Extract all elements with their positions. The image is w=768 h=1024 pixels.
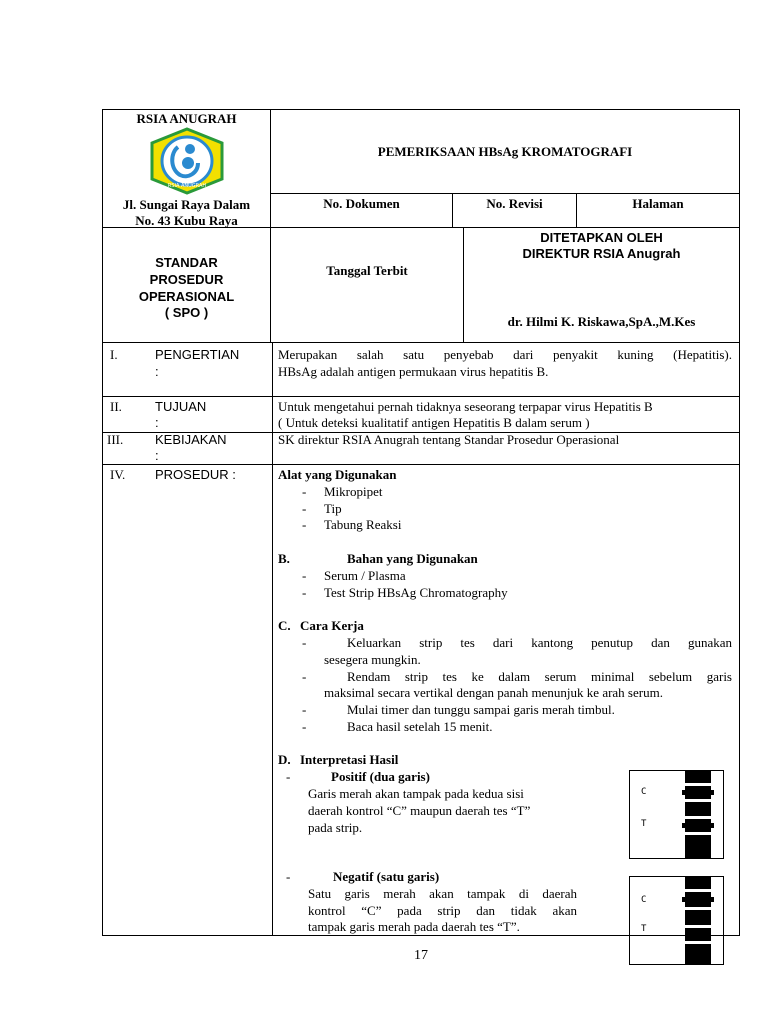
cara-step-1a: Keluarkan strip tes dari kantong penutup dan gunakan <box>347 635 732 650</box>
bahan-item-2: Test Strip HBsAg Chromatography <box>324 585 508 600</box>
cara-dash-1: - <box>302 635 307 650</box>
address-line-1: Jl. Sungai Raya Dalam <box>122 197 251 212</box>
positif-test-line <box>682 823 714 828</box>
no-dokumen-label: No. Dokumen <box>323 196 400 211</box>
page-number: 17 <box>414 948 428 963</box>
negatif-text-3: tampak garis merah pada daerah tes “T”. <box>308 919 520 934</box>
positif-text-3: pada strip. <box>308 820 363 835</box>
section-2-colon: : <box>155 415 159 430</box>
cara-dash-3: - <box>302 702 307 717</box>
bahan-dash-2: - <box>302 585 307 600</box>
positif-strip-diagram <box>629 770 724 859</box>
bahan-letter: B. <box>278 551 290 566</box>
ditetapkan-line-1: DITETAPKAN OLEH <box>540 230 663 245</box>
section-4-number: IV. <box>110 467 126 482</box>
section-2-text-1: Untuk mengetahui pernah tidaknya seseorang terpapar virus Hepatitis B <box>278 399 653 414</box>
section-3-number: III. <box>107 432 124 447</box>
interp-letter: D. <box>278 752 291 767</box>
halaman-label: Halaman <box>632 196 684 211</box>
hospital-name: RSIA ANUGRAH <box>136 111 237 126</box>
section-4-label: PROSEDUR : <box>155 467 236 482</box>
spo-line-4: ( SPO ) <box>164 305 209 320</box>
alat-dash-3: - <box>302 517 307 532</box>
negatif-text-2: kontrol “C” pada strip dan tidak akan <box>308 903 577 918</box>
alat-item-1: Mikropipet <box>324 484 383 499</box>
positif-title: Positif (dua garis) <box>331 769 430 784</box>
spo-line-1: STANDAR <box>155 255 218 270</box>
spo-line-2: PROSEDUR <box>149 272 224 287</box>
negatif-text-1: Satu garis merah akan tampak di daerah <box>308 886 577 901</box>
negatif-dash: - <box>286 869 291 884</box>
spo-line-3: OPERASIONAL <box>138 289 235 304</box>
cara-dash-4: - <box>302 719 307 734</box>
hospital-logo <box>148 127 226 195</box>
cara-step-2b: maksimal secara vertikal dengan panah menunjuk ke arah serum. <box>324 685 663 700</box>
cara-step-3: Mulai timer dan tunggu sampai garis merah timbul. <box>347 702 615 717</box>
section-1-text-2: HBsAg adalah antigen permukaan virus hepatitis B. <box>278 364 549 379</box>
section-1-label: PENGERTIAN <box>155 347 240 362</box>
alat-item-2: Tip <box>324 501 342 516</box>
bahan-item-1: Serum / Plasma <box>324 568 406 583</box>
alat-item-3: Tabung Reaksi <box>324 517 402 532</box>
section-3-label: KEBIJAKAN <box>155 432 227 447</box>
section-3-text: SK direktur RSIA Anugrah tentang Standar Prosedur Operasional <box>278 432 620 447</box>
tanggal-terbit-label: Tanggal Terbit <box>326 263 408 278</box>
section-2-number: II. <box>110 399 122 414</box>
positif-control-line <box>682 790 714 795</box>
cara-title: Cara Kerja <box>300 618 364 633</box>
ditetapkan-line-2: DIREKTUR RSIA Anugrah <box>522 246 681 261</box>
section-1-colon: : <box>155 364 159 379</box>
interp-title: Interpretasi Hasil <box>300 752 399 767</box>
cara-step-4: Baca hasil setelah 15 menit. <box>347 719 493 734</box>
positif-label-t: T <box>641 819 647 829</box>
document-title: PEMERIKSAAN HBsAg KROMATOGRAFI <box>377 144 633 159</box>
bahan-dash-1: - <box>302 568 307 583</box>
cara-step-2a: Rendam strip tes ke dalam serum minimal sebelum garis <box>347 669 732 684</box>
positif-dash: - <box>286 769 291 784</box>
alat-title: Alat yang Digunakan <box>278 467 397 482</box>
svg-text:RSIA ANUGRAH: RSIA ANUGRAH <box>167 183 207 189</box>
negatif-title: Negatif (satu garis) <box>333 869 440 884</box>
cara-step-1b: sesegera mungkin. <box>324 652 421 667</box>
section-2-text-2: ( Untuk deteksi kualitatif antigen Hepatitis B dalam serum ) <box>278 415 590 430</box>
positif-text-1: Garis merah akan tampak pada kedua sisi <box>308 786 524 801</box>
alat-dash-2: - <box>302 501 307 516</box>
signatory-name: dr. Hilmi K. Riskawa,SpA.,M.Kes <box>507 314 696 329</box>
cara-letter: C. <box>278 618 291 633</box>
section-1-text-1: Merupakan salah satu penyebab dari penyakit kuning (Hepatitis). <box>278 347 732 362</box>
section-1-number: I. <box>110 347 118 362</box>
negatif-control-line <box>682 897 714 902</box>
alat-dash-1: - <box>302 484 307 499</box>
bahan-title: Bahan yang Digunakan <box>347 551 478 566</box>
negatif-label-t: T <box>641 924 647 934</box>
section-2-label: TUJUAN <box>155 399 207 414</box>
negatif-strip-diagram <box>629 876 724 965</box>
section-3-colon: : <box>155 448 159 463</box>
negatif-label-c: C <box>641 895 647 905</box>
cara-dash-2: - <box>302 669 307 684</box>
positif-text-2: daerah kontrol “C” maupun daerah tes “T” <box>308 803 531 818</box>
address-line-2: No. 43 Kubu Raya <box>135 213 238 228</box>
no-revisi-label: No. Revisi <box>486 196 543 211</box>
positif-label-c: C <box>641 787 647 797</box>
